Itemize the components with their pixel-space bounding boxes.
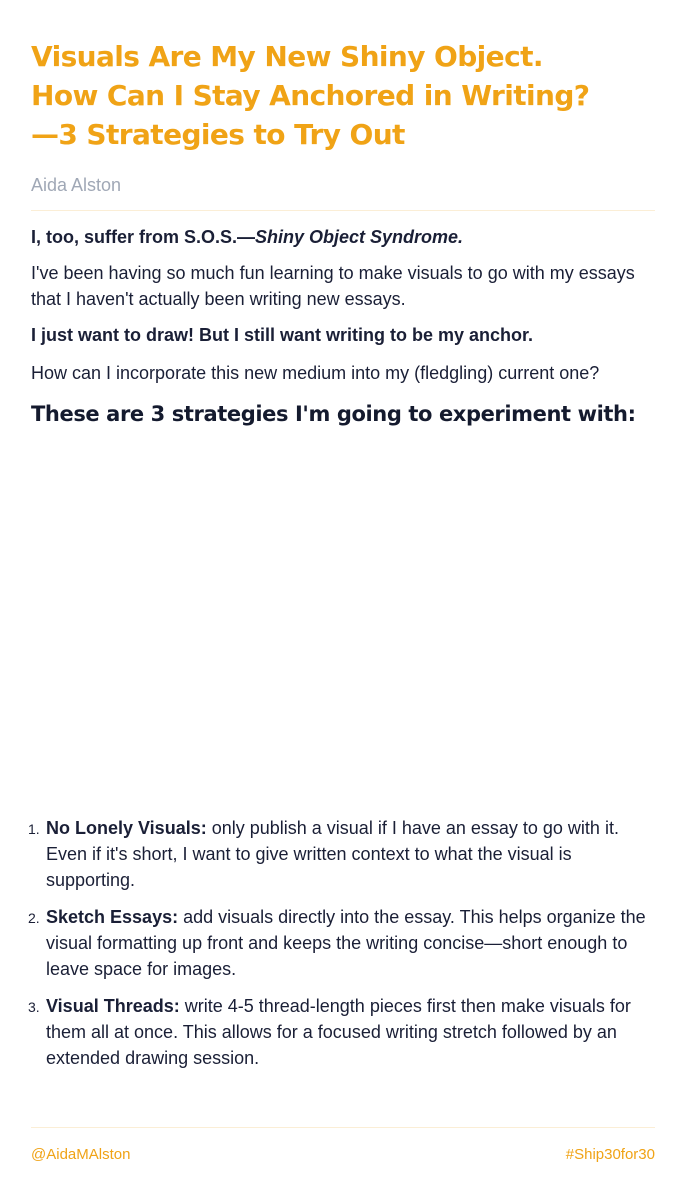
title-line-1: Visuals Are My New Shiny Object.	[31, 40, 543, 73]
body-paragraph: I've been having so much fun learning to make visuals to go with my essays that I haven't actually been writing new essays.	[31, 263, 635, 309]
top-divider	[31, 210, 655, 211]
essay-title	[31, 37, 655, 154]
intro-lead: I, too, suffer from S.O.S.—	[31, 227, 256, 247]
strategy-number: 2.	[28, 910, 40, 926]
strategy-label: No Lonely Visuals:	[46, 818, 207, 838]
strategy-number: 1.	[28, 821, 40, 837]
strategies-heading: These are 3 strategies I'm going to experiment with:	[31, 402, 636, 426]
hashtag: #Ship30for30	[565, 1146, 655, 1163]
intro-paragraph	[31, 224, 655, 250]
strategy-label: Visual Threads:	[46, 996, 180, 1016]
twitter-handle: @AidaMAlston	[31, 1146, 131, 1163]
essay-page	[28, 0, 655, 1200]
strategy-label: Sketch Essays:	[46, 907, 179, 927]
bottom-divider	[31, 1127, 655, 1128]
anchor-statement: I just want to draw! But I still want writing to be my anchor.	[31, 325, 534, 345]
strategy-text: only publish a visual if I have an essay to go with it. Even if it's short, I want to give written context to what the visual is supporting.	[46, 818, 619, 890]
strategy-list	[28, 815, 655, 1082]
body-question: How can I incorporate this new medium into my (fledgling) current one?	[31, 363, 600, 383]
title-line-2: How Can I Stay Anchored in Writing?	[31, 79, 590, 112]
intro-emphasis: Shiny Object Syndrome.	[255, 227, 464, 247]
strategy-number: 3.	[28, 999, 40, 1015]
strategy-text: add visuals directly into the essay. This helps organize the visual formatting up front and keeps the writing concise—short enough to leave space for images.	[46, 907, 646, 979]
title-line-3: —3 Strategies to Try Out	[31, 118, 405, 151]
strategy-item	[28, 993, 655, 1071]
strategy-text: write 4-5 thread-length pieces first then make visuals for them all at once. This allows for a focused writing stretch followed by an extended drawing session.	[46, 996, 631, 1068]
strategy-item	[28, 904, 655, 982]
strategy-item	[28, 815, 655, 893]
author-name: Aida Alston	[31, 175, 122, 195]
